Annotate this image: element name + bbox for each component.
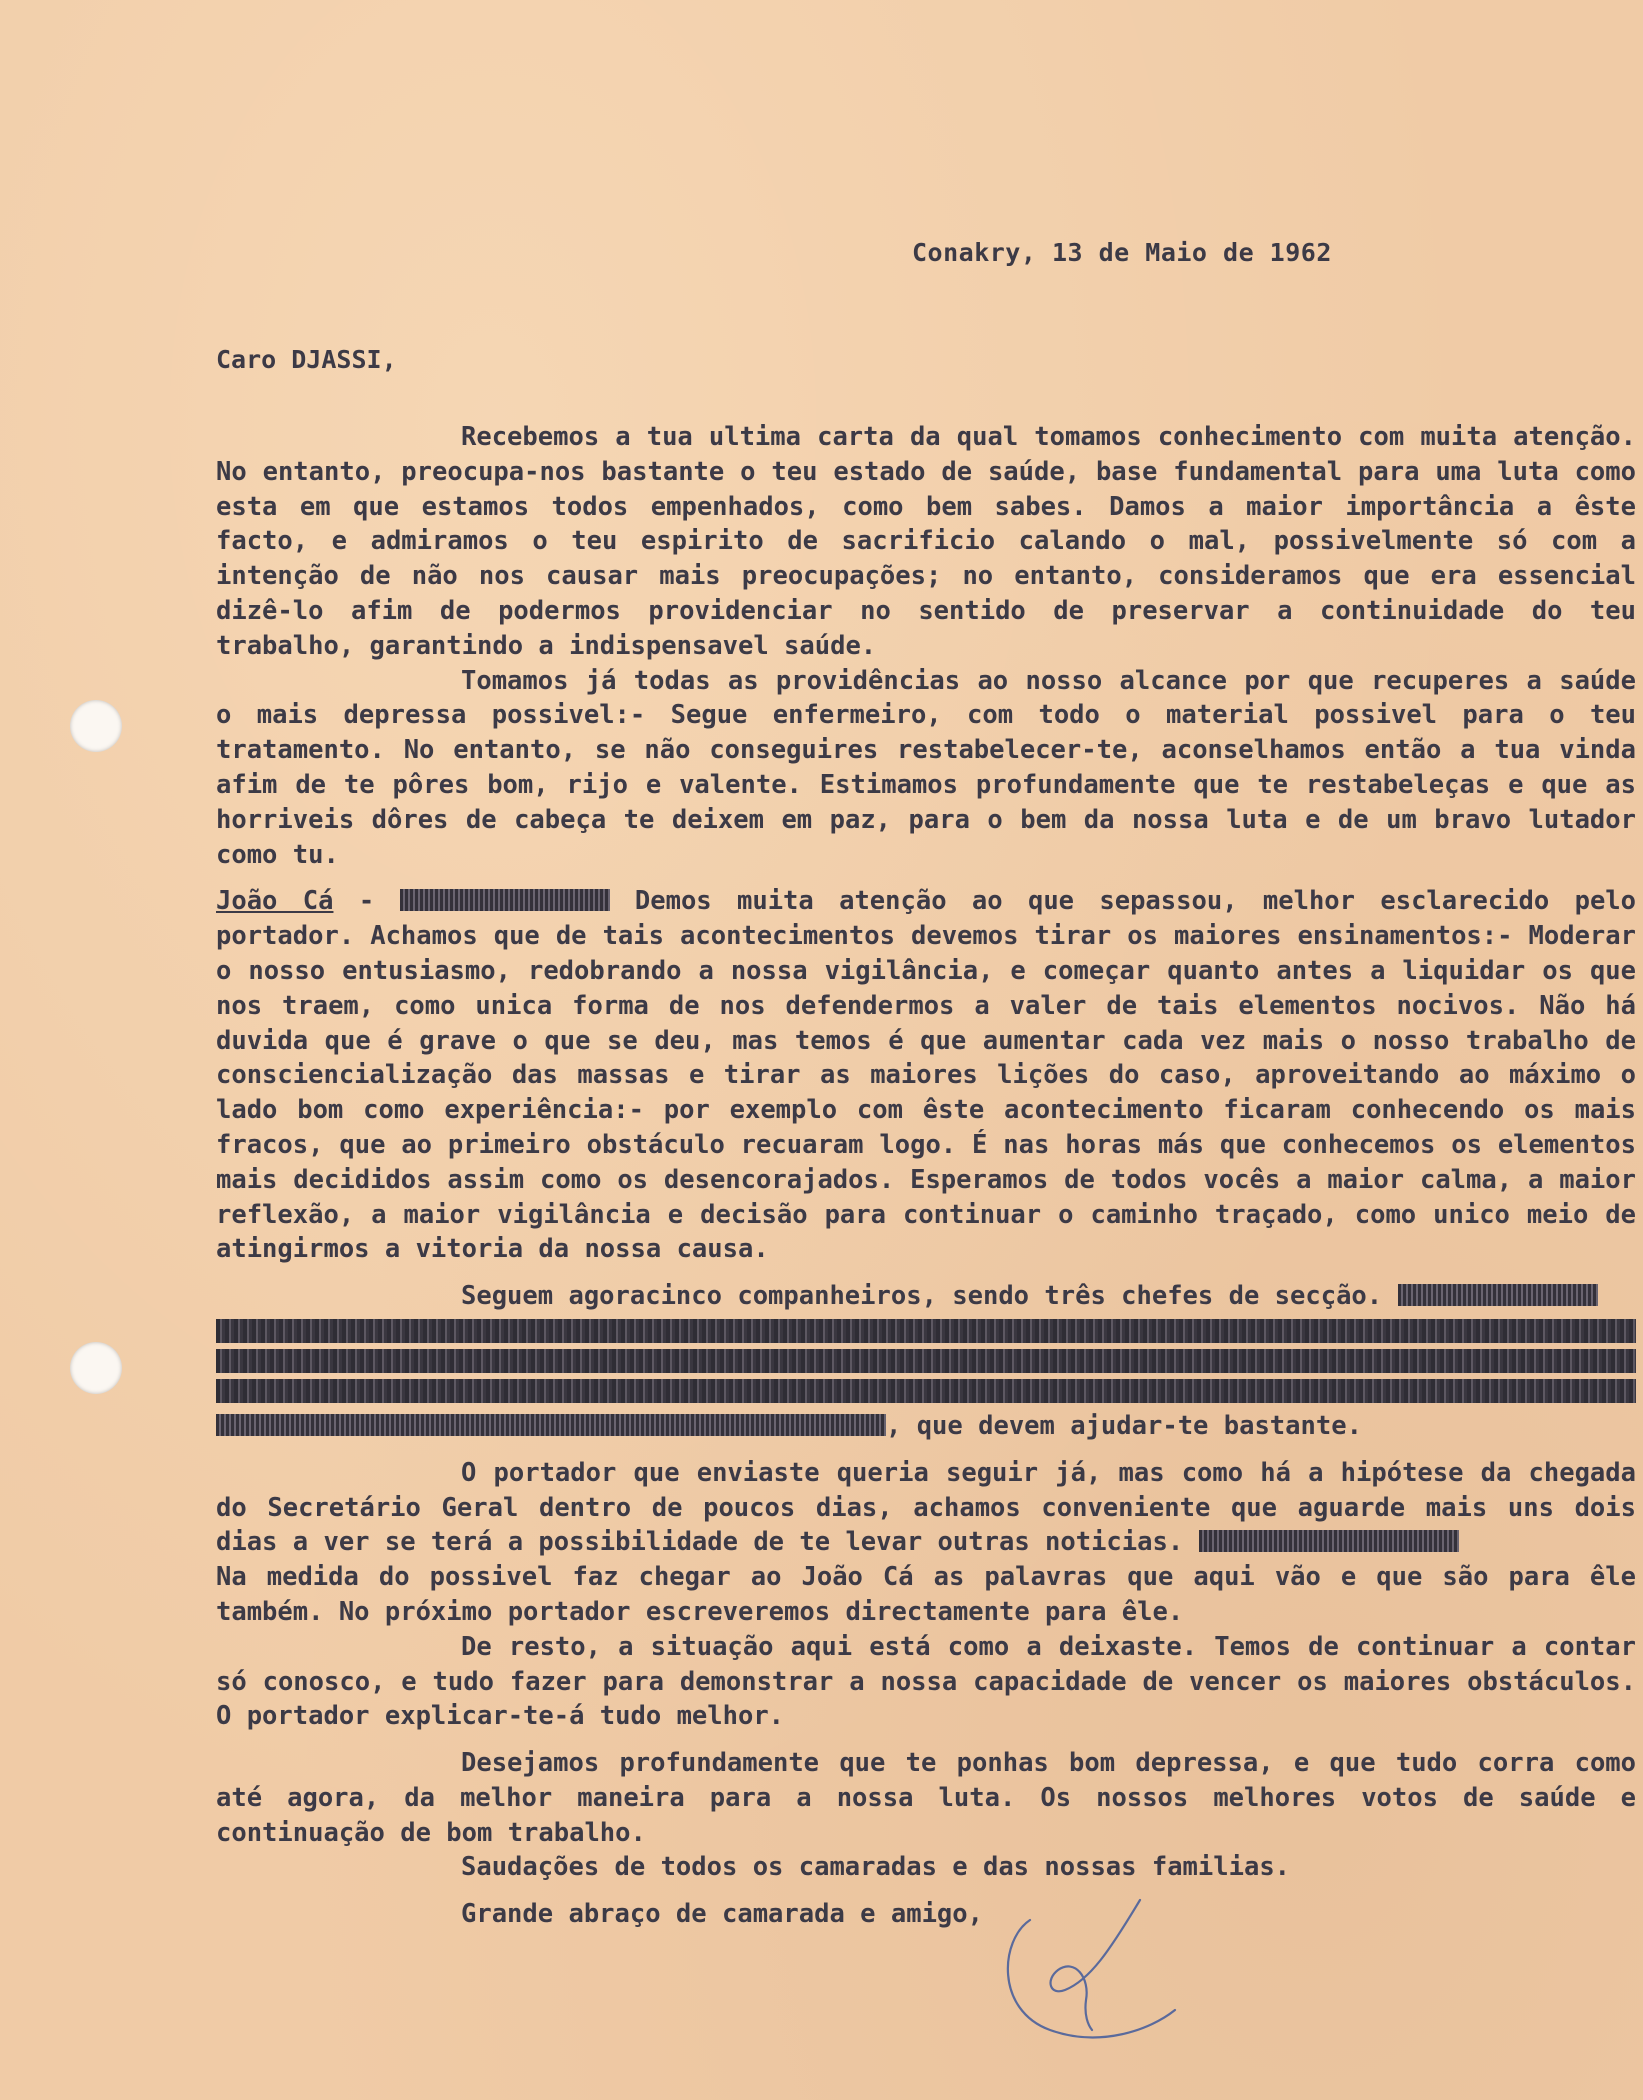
struck-out-text: [1398, 1284, 1598, 1306]
struck-out-text: [216, 1414, 886, 1436]
dateline: Conakry, 13 de Maio de 1962: [912, 238, 1332, 267]
salutation: Caro DJASSI,: [216, 345, 397, 374]
struck-out-text: [400, 889, 610, 911]
paragraph: Na medida do possivel faz chegar ao João Cá as palavras que aqui vão e que são para êle também. No próximo portador escreveremos directamente para êle.: [216, 1562, 1636, 1627]
paragraph: Desejamos profundamente que te ponhas bom depressa, e que tudo corra como até agora, da melhor maneira para a nossa luta. Os nossos melhores votos de saúde e continuação de bom trabalho.: [216, 1748, 1636, 1848]
paragraph-joao-ca: [216, 884, 1636, 1267]
struck-out-line: [216, 1349, 1636, 1373]
paragraph: Tomamos já todas as providências ao nosso alcance por que recuperes a saúde o mais depressa possivel:- Segue enfermeiro, com todo o material possivel para o teu tratamento. No entanto, se não conseguires restabelecer-te, aconselhamos então a tua vinda afim de te pôres bom, rijo e valente. Estimamos profundamente que te restabeleças e que as horriveis dôres de cabeça te deixem em paz, para o bem da nossa luta e de um bravo lutador como tu.: [216, 665, 1636, 870]
paragraph-text: O portador que enviaste queria seguir já, mas como há a hipótese da chegada do Secretário Geral dentro de poucos dias, achamos conveniente que aguarde mais uns dois dias a ver se terá a possibilidade de te levar outras noticias.: [216, 1457, 1636, 1558]
closing-line: Grande abraço de camarada e amigo,: [461, 1899, 983, 1930]
paragraph-text: , que devem ajudar-te bastante.: [886, 1410, 1362, 1441]
handwritten-signature: [990, 1890, 1210, 2050]
struck-out-line: [216, 1379, 1636, 1403]
paragraph-companions: [216, 1279, 1636, 1314]
greetings-line: Saudações de todos os camaradas e das nossas familias.: [461, 1852, 1291, 1883]
dash: -: [333, 886, 400, 917]
struck-out-line: [216, 1319, 1636, 1343]
paragraph-companions-end: [216, 1409, 1636, 1444]
paragraph: De resto, a situação aqui está como a deixaste. Temos de continuar a contar só conosco, e tudo fazer para demonstrar a nossa capacidade de vencer os maiores obstáculos. O portador explicar-te-á tudo melhor.: [216, 1631, 1636, 1732]
paragraph: Recebemos a tua ultima carta da qual tomamos conhecimento com muita atenção. No entanto, preocupa-nos bastante o teu estado de saúde, base fundamental para uma luta como esta em que estamos todos empenhados, como bem sabes. Damos a maior importância a êste facto, e admiramos o teu espirito de sacrificio calando o mal, possivelmente só com a intenção de não nos causar mais preocupações; no entanto, consideramos que era essencial dizê-lo afim de podermos providenciar no sentido de preservar a continuidade do teu trabalho, garantindo a indispensavel saúde.: [216, 422, 1636, 661]
letter-body: [216, 420, 1636, 1932]
joao-ca-heading: João Cá: [216, 886, 334, 917]
punch-hole: [70, 700, 122, 752]
paragraph-text: Seguem agoracinco companheiros, sendo três chefes de secção.: [461, 1281, 1383, 1312]
paragraph-portador: [216, 1456, 1636, 1560]
punch-hole: [70, 1342, 122, 1394]
struck-out-text: [1199, 1530, 1459, 1552]
paragraph-text: Demos muita atenção ao que sepassou, melhor esclarecido pelo portador. Achamos que de tais acontecimentos devemos tirar os maiores ensinamentos:- Moderar o nosso entusiasmo, redobrando a nossa vigilância, e começar quanto antes a liquidar os que nos traem, como unica forma de nos defendermos a valer de tais elementos nocivos. Não há duvida que é grave o que se deu, mas temos é que aumentar cada vez mais o nosso trabalho de consciencialização das massas e tirar as maiores lições do caso, aproveitando ao máximo o lado bom como experiência:- por exemplo com êste acontecimento ficaram conhecendo os mais fracos, que ao primeiro obstáculo recuaram logo. É nas horas más que conhecemos os elementos mais decididos assim como os desencorajados. Esperamos de todos vocês a maior calma, a maior reflexão, a maior vigilância e decisão para continuar o caminho traçado, como unico meio de atingirmos a vitoria da nossa causa.: [216, 886, 1636, 1265]
